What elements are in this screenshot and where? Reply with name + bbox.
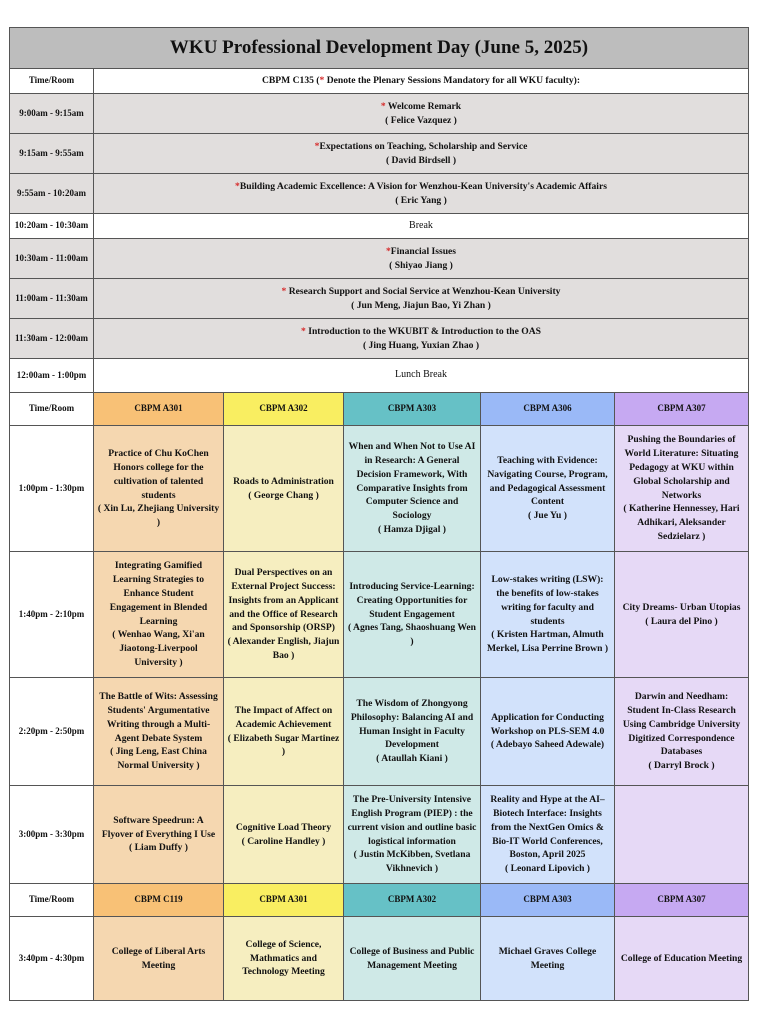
session-title: Introducing Service-Learning: Creating Opportunities for Student Engagement <box>349 580 475 620</box>
time-cell: 3:00pm - 3:30pm <box>10 786 94 884</box>
plenary-row <box>10 239 749 279</box>
session-cell <box>224 552 344 678</box>
session-cell <box>94 239 749 279</box>
session-cell <box>94 426 224 552</box>
room-header-row <box>10 393 749 426</box>
session-cell <box>94 174 749 214</box>
room-header: CBPM C119 <box>94 884 224 917</box>
plenary-row <box>10 279 749 319</box>
time-room-header: Time/Room <box>10 884 94 917</box>
session-cell <box>224 426 344 552</box>
asterisk-mark: * <box>385 245 391 257</box>
room-header: CBPM A306 <box>481 393 615 426</box>
breakout-row <box>10 552 749 678</box>
session-cell <box>94 319 749 359</box>
session-cell-empty <box>615 786 749 884</box>
session-title: Building Academic Excellence: A Vision for Wenzhou-Kean University's Academic Affairs <box>239 180 607 192</box>
session-speaker: ( Justin McKibben, Svetlana Vikhnevich ) <box>353 849 471 875</box>
session-cell <box>615 426 749 552</box>
session-title: Reality and Hype at the AI–Biotech Interface: Insights from the NextGen Omics & Bio-IT World Conferences, Boston, April 2025 <box>490 793 605 861</box>
session-speaker: ( Kristen Hartman, Almuth Merkel, Lisa Perrine Brown ) <box>486 629 609 655</box>
asterisk-mark: * <box>235 180 240 192</box>
session-speaker: ( Jue Yu ) <box>527 510 567 522</box>
session-cell <box>481 786 615 884</box>
session-title: Introduction to the WKUBIT & Introduction to the OAS <box>305 325 541 337</box>
title-row <box>10 28 749 69</box>
session-title: The Pre-University Intensive English Program (PIEP) : the current vision and outline basic logistical information <box>347 793 477 847</box>
session-cell <box>344 426 481 552</box>
session-cell <box>224 678 344 786</box>
session-speaker: ( Katherine Hennessey, Hari Adhikari, Aleksander Sedzielarz ) <box>623 503 740 543</box>
time-cell: 1:40pm - 2:10pm <box>10 552 94 678</box>
meeting-cell: College of Liberal Arts Meeting <box>94 917 224 1001</box>
time-cell: 10:30am - 11:00am <box>10 239 94 279</box>
session-speaker: ( Felice Vazquez ) <box>385 114 457 126</box>
asterisk-mark: * <box>301 325 306 337</box>
plenary-row <box>10 94 749 134</box>
time-cell: 11:30am - 12:00am <box>10 319 94 359</box>
asterisk-mark: * <box>319 75 325 87</box>
session-speaker: ( Shiyao Jiang ) <box>389 259 453 271</box>
session-title: Research Support and Social Service at Wenzhou-Kean University <box>286 285 561 297</box>
session-cell <box>481 426 615 552</box>
session-speaker: ( Liam Duffy ) <box>129 842 188 854</box>
venue-header-prefix: CBPM C135 ( <box>261 75 320 87</box>
session-title: Pushing the Boundaries of World Literature: Situating Pedagogy at WKU within Global Scholarship and Networks <box>624 433 739 501</box>
room-header: CBPM A307 <box>615 884 749 917</box>
time-cell: 11:00am - 11:30am <box>10 279 94 319</box>
session-speaker: ( Jun Meng, Jiajun Bao, Yi Zhan ) <box>351 299 491 311</box>
session-speaker: ( Eric Yang ) <box>395 194 447 206</box>
session-title: The Battle of Wits: Assessing Students' Argumentative Writing through a Multi-Agent Debate System <box>99 690 218 744</box>
time-room-header: Time/Room <box>10 393 94 426</box>
session-cell <box>94 786 224 884</box>
session-title: The Impact of Affect on Academic Achievement <box>234 704 333 730</box>
breakout-row <box>10 426 749 552</box>
session-cell <box>344 678 481 786</box>
session-cell <box>94 678 224 786</box>
session-cell <box>615 678 749 786</box>
session-title: Software Speedrun: A Flyover of Everything I Use <box>101 814 216 840</box>
break-cell: Break <box>94 214 749 239</box>
plenary-row <box>10 134 749 174</box>
session-title: The Wisdom of Zhongyong Philosophy: Balancing AI and Human Insight in Faculty Development <box>350 697 474 751</box>
college-meeting-row <box>10 917 749 1001</box>
session-cell <box>224 786 344 884</box>
session-title: Application for Conducting Workshop on PLS-SEM 4.0 <box>490 711 605 737</box>
time-cell: 9:55am - 10:20am <box>10 174 94 214</box>
lunch-row <box>10 359 749 393</box>
asterisk-mark: * <box>314 140 320 152</box>
session-speaker: ( Leonard Lipovich ) <box>504 863 591 875</box>
session-cell <box>344 552 481 678</box>
session-cell <box>94 134 749 174</box>
session-title: Integrating Gamified Learning Strategies to Enhance Student Engagement in Blended Learning <box>109 559 208 627</box>
session-title: Cognitive Load Theory <box>235 821 332 833</box>
time-cell: 1:00pm - 1:30pm <box>10 426 94 552</box>
session-title: When and When Not to Use AI in Research: A General Decision Framework, With Comparative Insights from Computer Science and Sociology <box>348 440 476 522</box>
session-title: Dual Perspectives on an External Project Success: Insights from an Applicant and the Office of Research and Sponsorship (ORSP) <box>228 566 339 634</box>
session-speaker: ( Hamza Djigal ) <box>378 524 446 536</box>
session-speaker: ( Laura del Pino ) <box>645 615 718 627</box>
meeting-cell: Michael Graves College Meeting <box>481 917 615 1001</box>
session-speaker: ( Xin Lu, Zhejiang University ) <box>97 503 220 529</box>
meeting-cell: College of Business and Public Management Meeting <box>344 917 481 1001</box>
session-cell <box>94 279 749 319</box>
venue-header-suffix: Denote the Plenary Sessions Mandatory for all WKU faculty): <box>324 75 581 87</box>
room-header: CBPM A303 <box>481 884 615 917</box>
time-cell: 9:00am - 9:15am <box>10 94 94 134</box>
page-title: WKU Professional Development Day (June 5, 2025) <box>10 28 749 69</box>
session-title: City Dreams- Urban Utopias <box>622 601 741 613</box>
room-header-row <box>10 884 749 917</box>
schedule-table <box>9 27 749 1001</box>
session-speaker: ( Alexander English, Jiajun Bao ) <box>227 636 340 662</box>
room-header: CBPM A302 <box>344 884 481 917</box>
venue-header <box>94 69 749 94</box>
room-header: CBPM A307 <box>615 393 749 426</box>
session-cell <box>481 552 615 678</box>
plenary-header-row <box>10 69 749 94</box>
session-speaker: ( Ataullah Kiani ) <box>376 753 448 765</box>
time-cell: 9:15am - 9:55am <box>10 134 94 174</box>
time-cell: 2:20pm - 2:50pm <box>10 678 94 786</box>
session-speaker: ( David Birdsell ) <box>385 154 457 166</box>
breakout-row <box>10 678 749 786</box>
time-cell: 10:20am - 10:30am <box>10 214 94 239</box>
asterisk-mark: * <box>380 100 386 112</box>
session-cell <box>94 552 224 678</box>
room-header: CBPM A303 <box>344 393 481 426</box>
asterisk-mark: * <box>281 285 287 297</box>
session-title: Low-stakes writing (LSW): the benefits of low-stakes writing for faculty and students <box>491 573 604 627</box>
session-speaker: ( Jing Leng, East China Normal University ) <box>110 746 207 772</box>
lunch-cell: Lunch Break <box>94 359 749 393</box>
session-speaker: ( Darryl Brock ) <box>648 760 715 772</box>
session-cell <box>344 786 481 884</box>
session-speaker: ( Elizabeth Sugar Martinez ) <box>227 732 340 758</box>
session-title: Financial Issues <box>390 245 457 257</box>
session-cell <box>94 94 749 134</box>
session-title: Welcome Remark <box>387 100 462 112</box>
session-cell <box>481 678 615 786</box>
session-speaker: ( Agnes Tang, Shaoshuang Wen ) <box>347 622 477 648</box>
session-speaker: ( George Chang ) <box>248 489 319 501</box>
session-speaker: ( Jing Huang, Yuxian Zhao ) <box>362 339 480 351</box>
time-cell: 12:00am - 1:00pm <box>10 359 94 393</box>
session-speaker: ( Wenhao Wang, Xi'an Jiaotong-Liverpool University ) <box>112 629 205 669</box>
session-title: Darwin and Needham: Student In-Class Research Using Cambridge University Digitized Correspondence Databases <box>622 690 741 758</box>
breakout-row <box>10 786 749 884</box>
session-cell <box>615 552 749 678</box>
time-room-header: Time/Room <box>10 69 94 94</box>
meeting-cell: College of Science, Mathmatics and Technology Meeting <box>224 917 344 1001</box>
time-cell: 3:40pm - 4:30pm <box>10 917 94 1001</box>
plenary-row <box>10 319 749 359</box>
session-speaker: ( Caroline Handley ) <box>241 835 326 847</box>
session-title: Roads to Administration <box>233 475 334 487</box>
session-title: Practice of Chu KoChen Honors college for the cultivation of talented students <box>108 447 209 501</box>
session-speaker: ( Adebayo Saheed Adewale) <box>490 739 605 751</box>
room-header: CBPM A301 <box>224 884 344 917</box>
meeting-cell: College of Education Meeting <box>615 917 749 1001</box>
plenary-row <box>10 174 749 214</box>
room-header: CBPM A301 <box>94 393 224 426</box>
session-title: Teaching with Evidence: Navigating Course, Program, and Pedagogical Assessment Content <box>487 454 608 508</box>
room-header: CBPM A302 <box>224 393 344 426</box>
session-title: Expectations on Teaching, Scholarship and Service <box>319 140 528 152</box>
break-row <box>10 214 749 239</box>
